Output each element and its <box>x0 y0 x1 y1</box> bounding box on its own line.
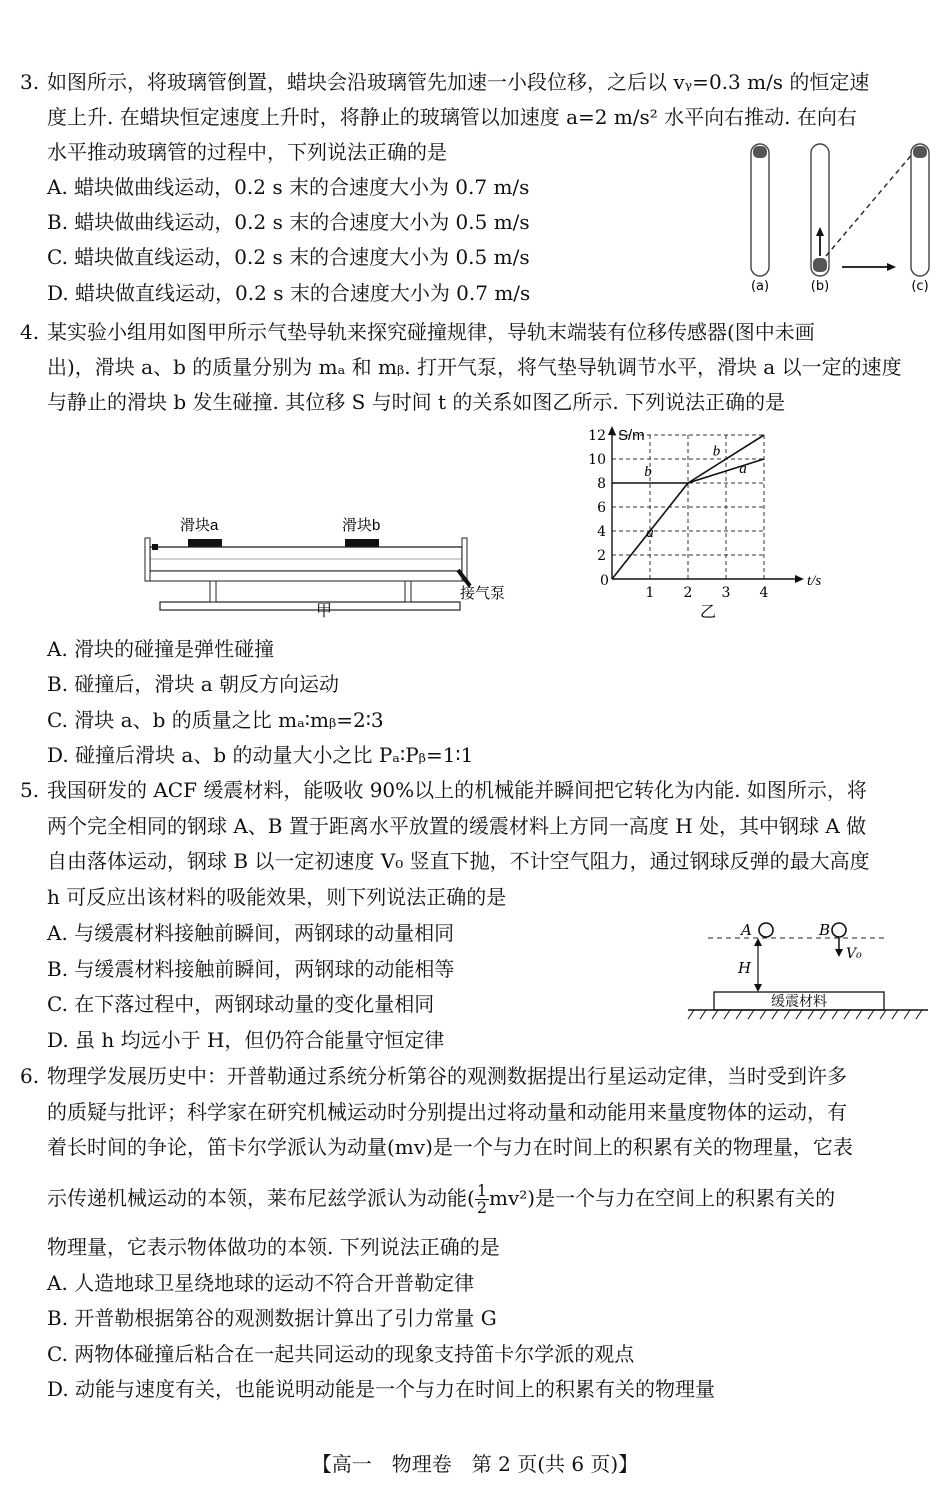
one-half-fraction <box>475 1183 489 1216</box>
series-label-b: b <box>644 463 652 480</box>
series-label-a: a <box>739 460 747 477</box>
v0-label: V₀ <box>846 946 862 962</box>
x-tick-label: 4 <box>759 585 769 601</box>
q5-option-a: A. 与缓震材料接触前瞬间，两钢球的动量相同 <box>47 921 455 945</box>
trajectory-dashed-line <box>826 152 914 256</box>
q4-number: 4. <box>20 320 40 344</box>
label-c: (c) <box>911 279 929 294</box>
q4-option-b: B. 碰撞后，滑块 a 朝反方向运动 <box>47 672 340 696</box>
track-base <box>160 602 460 610</box>
q3-text-line-1: 如图所示，将玻璃管倒置，蜡块会沿玻璃管先加速一小段位移，之后以 vᵧ=0.3 m/s 的恒定速 <box>47 70 870 94</box>
slider-a-label: 滑块a <box>180 517 219 534</box>
fraction-numerator: 1 <box>476 1181 487 1200</box>
wax-block-b <box>813 258 827 272</box>
origin-label: 0 <box>600 573 609 589</box>
q5-option-b: B. 与缓震材料接触前瞬间，两钢球的动能相等 <box>47 957 455 981</box>
q4-text-line-1: 某实验小组用如图甲所示气垫导轨来探究碰撞规律，导轨末端装有位移传感器(图中未画 <box>47 320 815 344</box>
q3-text-line-2: 度上升. 在蜡块恒定速度上升时，将静止的玻璃管以加速度 a=2 m/s² 水平向右推动. 在向右 <box>47 105 857 129</box>
figure-yi-caption: 乙 <box>699 602 717 621</box>
x-axis-label: t/s <box>807 573 822 589</box>
wax-block-a <box>753 146 767 158</box>
q3-text-line-3: 水平推动玻璃管的过程中，下列说法正确的是 <box>47 140 447 164</box>
height-label: H <box>738 959 752 977</box>
q3-number: 3. <box>20 70 40 94</box>
y-axis-label: S/m <box>618 427 645 444</box>
s-t-graph <box>585 424 845 624</box>
ball-a-label: A <box>741 921 752 939</box>
q5-text-line-2: 两个完全相同的钢球 A、B 置于距离水平放置的缓震材料上方同一高度 H 处，其中钢球 A 做 <box>47 814 867 838</box>
q5-text-line-3: 自由落体运动，钢球 B 以一定初速度 V₀ 竖直下抛，不计空气阻力，通过钢球反弹的最大高度 <box>47 849 870 873</box>
label-b: (b) <box>810 279 830 294</box>
q6-text-line-2: 的质疑与批评；科学家在研究机械运动时分别提出过将动量和动能用来量度物体的运动，有 <box>47 1100 847 1124</box>
q3-number-line <box>20 70 930 94</box>
q4-option-a: A. 滑块的碰撞是弹性碰撞 <box>47 637 275 661</box>
q6-line4-post: mv²)是一个与力在空间上的积累有关的 <box>489 1186 836 1210</box>
figure-jia-caption: 甲 <box>316 601 333 620</box>
y-tick-label: 12 <box>588 428 606 444</box>
q6-text-line-5: 物理量，它表示物体做功的本领. 下列说法正确的是 <box>47 1235 500 1259</box>
x-tick-label: 3 <box>721 585 731 601</box>
q3-option-b: B. 蜡块做曲线运动，0.2 s 末的合速度大小为 0.5 m/s <box>47 210 530 234</box>
ball-b-label: B <box>819 921 831 939</box>
x-tick-label: 2 <box>683 585 693 601</box>
q5-number: 5. <box>20 778 40 802</box>
q5-text-line-4: h 可反应出该材料的吸能效果，则下列说法正确的是 <box>47 885 507 909</box>
wax-block-c <box>913 146 927 158</box>
q6-text-line-1: 物理学发展历史中：开普勒通过系统分析第谷的观测数据提出行星运动定律，当时受到许多 <box>47 1064 847 1088</box>
q3-option-a: A. 蜡块做曲线运动，0.2 s 末的合速度大小为 0.7 m/s <box>47 175 530 199</box>
q6-option-b: B. 开普勒根据第谷的观测数据计算出了引力常量 G <box>47 1306 497 1330</box>
q3-option-c: C. 蜡块做直线运动，0.2 s 末的合速度大小为 0.5 m/s <box>47 245 530 269</box>
q5-number-line <box>20 778 930 802</box>
q4-option-c: C. 滑块 a、b 的质量之比 mₐ∶mᵦ=2∶3 <box>47 708 384 732</box>
label-a: (a) <box>750 279 770 294</box>
v0-arrow <box>835 949 843 957</box>
ball-a <box>759 923 773 937</box>
tube-c <box>911 144 929 276</box>
slider-b-label: 滑块b <box>342 517 381 534</box>
tube-a <box>751 144 769 276</box>
pump-label: 接气泵 <box>460 585 506 602</box>
q6-line4-pre: 示传递机械运动的本领，莱布尼兹学派认为动能( <box>47 1186 475 1210</box>
q5-option-c: C. 在下落过程中，两钢球动量的变化量相同 <box>47 992 435 1016</box>
y-tick-label: 2 <box>597 548 606 564</box>
q5-steel-ball-figure <box>686 914 936 1026</box>
ball-b <box>832 923 846 937</box>
q6-number-line <box>20 1064 930 1088</box>
q3-glass-tube-figure <box>740 138 940 298</box>
q6-text-line-4 <box>47 1183 930 1216</box>
y-tick-label: 8 <box>597 476 606 492</box>
y-tick-label: 4 <box>597 524 606 540</box>
buffer-material-label: 缓震材料 <box>771 993 827 1009</box>
y-tick-label: 6 <box>597 500 606 516</box>
q5-option-d: D. 虽 h 均远小于 H，但仍符合能量守恒定律 <box>47 1028 445 1052</box>
page-footer: 【高一 物理卷 第 2 页(共 6 页)】 <box>311 1452 639 1476</box>
q4-option-d: D. 碰撞后滑块 a、b 的动量大小之比 Pₐ∶Pᵦ=1∶1 <box>47 743 474 767</box>
q4-text-line-2: 出)，滑块 a、b 的质量分别为 mₐ 和 mᵦ. 打开气泵，将气垫导轨调节水平，滑块 a 以一定的速度 <box>47 355 902 379</box>
fraction-denominator: 2 <box>476 1198 487 1217</box>
q3-option-d: D. 蜡块做直线运动，0.2 s 末的合速度大小为 0.7 m/s <box>47 281 531 305</box>
x-tick-label: 1 <box>645 585 655 601</box>
track-scale <box>150 571 462 581</box>
q6-number: 6. <box>20 1064 40 1088</box>
q6-option-c: C. 两物体碰撞后粘合在一起共同运动的现象支持笛卡尔学派的观点 <box>47 1342 635 1366</box>
y-axis-arrow <box>608 426 616 435</box>
y-tick-label: 10 <box>588 452 606 468</box>
series-label-a: a <box>646 525 654 541</box>
q4-number-line <box>20 320 930 344</box>
q5-text-line-1: 我国研发的 ACF 缓震材料，能吸收 90%以上的机械能并瞬间把它转化为内能. 如图所示，将 <box>47 778 867 802</box>
q6-option-d: D. 动能与速度有关，也能说明动能是一个与力在时间上的积累有关的物理量 <box>47 1377 716 1401</box>
q6-option-a: A. 人造地球卫星绕地球的运动不符合开普勒定律 <box>47 1271 475 1295</box>
series-label-b: b <box>712 443 721 460</box>
q6-text-line-3: 着长时间的争论，笛卡尔学派认为动量(mv)是一个与力在时间上的积累有关的物理量，它表 <box>47 1135 853 1159</box>
x-axis-arrow <box>795 575 804 583</box>
q4-text-line-3: 与静止的滑块 b 发生碰撞. 其位移 S 与时间 t 的关系如图乙所示. 下列说法正确的是 <box>47 390 786 414</box>
